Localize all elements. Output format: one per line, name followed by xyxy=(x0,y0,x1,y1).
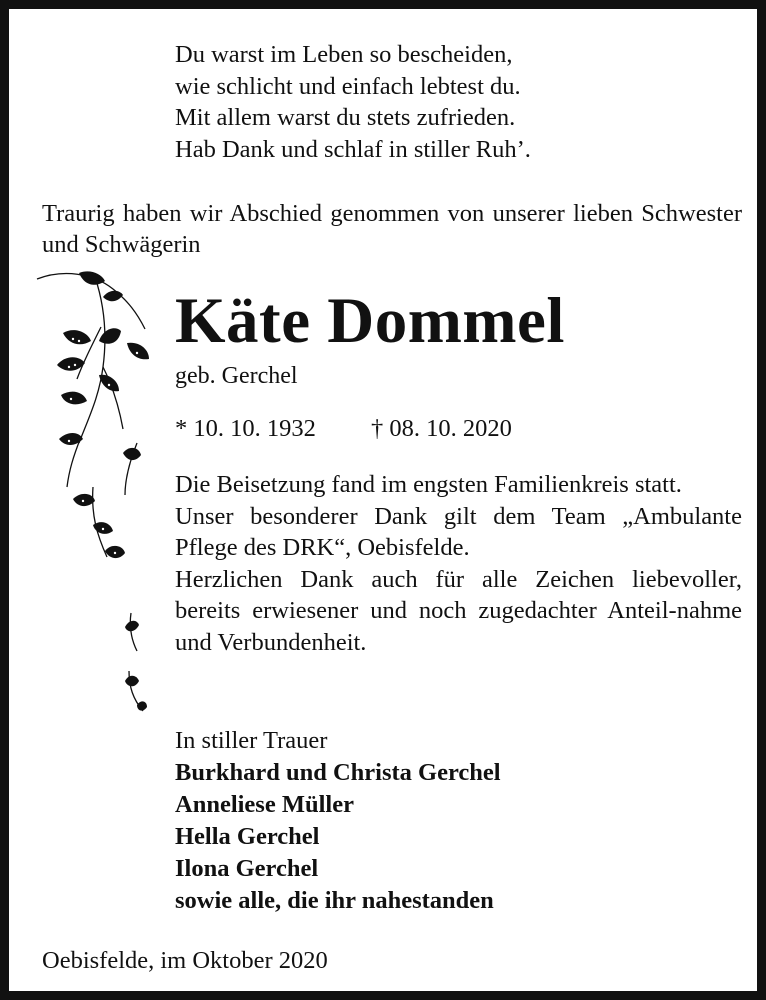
poem-line: wie schlicht und einfach lebtest du. xyxy=(175,72,521,100)
death-date: † 08. 10. 2020 xyxy=(371,415,512,442)
mourners-list xyxy=(175,725,501,917)
life-dates xyxy=(175,413,512,444)
memorial-poem xyxy=(175,39,531,165)
body-paragraph: Herzlichen Dank auch für alle Zeichen liebevoller, bereits erwiesener und noch zugedachter Anteil-nahme und Verbundenheit. xyxy=(175,565,742,656)
poem-line: Du warst im Leben so bescheiden, xyxy=(175,41,513,68)
intro-text: Traurig haben wir Abschied genommen von unserer lieben Schwester und Schwägerin xyxy=(42,200,742,258)
mourner-name: Burkhard und Christa Gerchel xyxy=(175,759,501,786)
place-date: Oebisfelde, im Oktober 2020 xyxy=(42,947,328,974)
mourning-lead: In stiller Trauer xyxy=(175,727,328,754)
mourner-name: Ilona Gerchel xyxy=(175,855,319,882)
deceased-name: Käte Dommel xyxy=(175,285,565,357)
mourner-name: sowie alle, die ihr nahestanden xyxy=(175,887,494,914)
poem-line: Mit allem warst du stets zufrieden. xyxy=(175,104,516,131)
maiden-name: geb. Gerchel xyxy=(175,363,298,389)
poem-line: Hab Dank und schlaf in stiller Ruh’. xyxy=(175,135,531,163)
obituary-body xyxy=(175,469,742,658)
birth-date: * 10. 10. 1932 xyxy=(175,415,316,442)
body-paragraph: Unser besonderer Dank gilt dem Team „Ambulante Pflege des DRK“, Oebisfelde. xyxy=(175,502,742,561)
birch-leaves-branch-icon xyxy=(33,267,163,727)
body-paragraph: Die Beisetzung fand im engsten Familienkreis statt. xyxy=(175,471,682,498)
mourner-name: Anneliese Müller xyxy=(175,791,354,818)
mourner-name: Hella Gerchel xyxy=(175,823,320,850)
